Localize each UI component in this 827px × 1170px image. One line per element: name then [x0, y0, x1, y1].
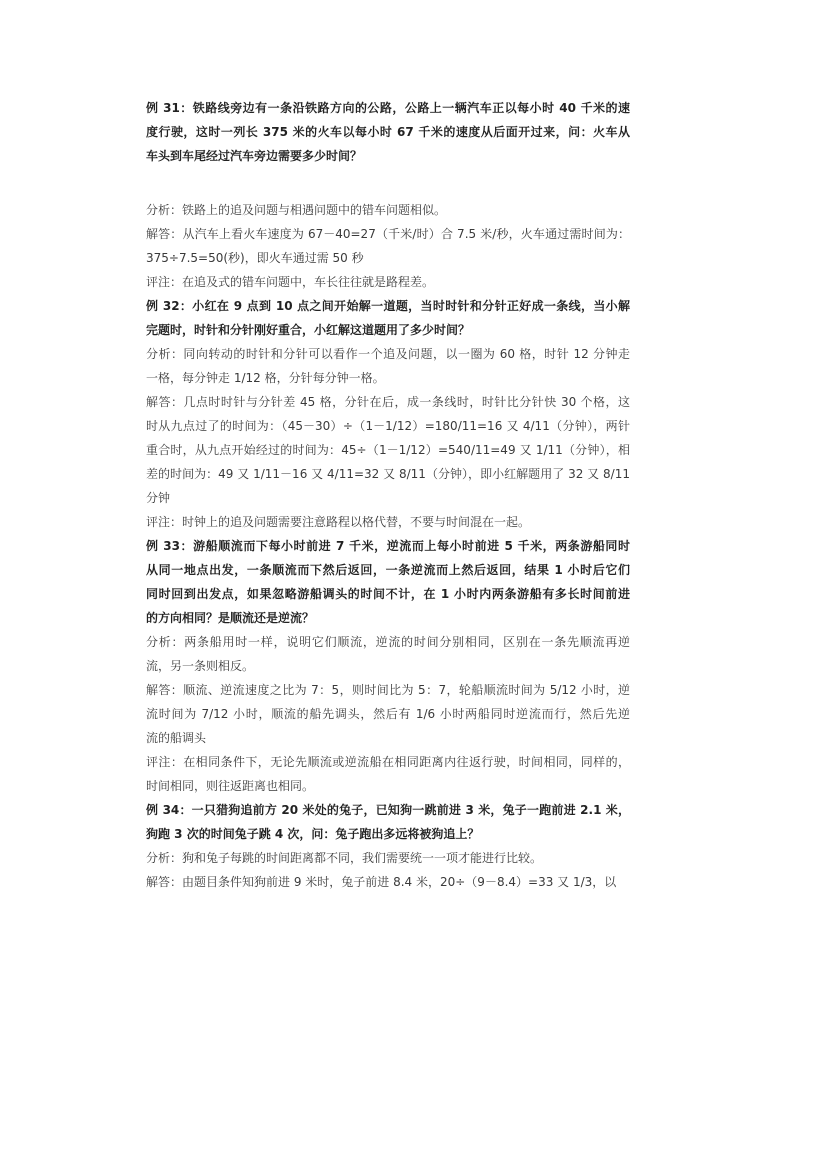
text-line: 时从九点过了的时间为：（45－30）÷（1－1/12）=180/11=16 又 4/11（分钟），两针 [146, 419, 630, 433]
text-line: 分析：同向转动的时针和分针可以看作一个追及问题，以一圈为 60 格，时针 12 分钟走 [146, 347, 630, 361]
paragraph [146, 750, 630, 798]
paragraph [146, 198, 630, 222]
paragraph [146, 390, 630, 510]
problem-statement [146, 294, 630, 342]
paragraph [146, 630, 630, 678]
text-line: 分析：狗和兔子每跳的时间距离都不同，我们需要统一一项才能进行比较。 [146, 851, 543, 865]
text-line: 车头到车尾经过汽车旁边需要多少时间？ [146, 149, 363, 163]
text-line: 例 34：一只猎狗追前方 20 米处的兔子，已知狗一跳前进 3 米，兔子一跑前进 2.1 米， [146, 803, 630, 817]
text-line: 完题时，时针和分针刚好重合，小红解这道题用了多少时间？ [146, 323, 471, 337]
text-line: 狗跑 3 次的时间兔子跳 4 次，问：兔子跑出多远将被狗追上？ [146, 827, 480, 841]
document-page [146, 96, 630, 894]
text-line: 例 33：游船顺流而下每小时前进 7 千米，逆流而上每小时前进 5 千米，两条游船同时 [146, 539, 630, 553]
paragraph [146, 678, 630, 750]
text-line: 时间相同，则往返距离也相同。 [146, 779, 315, 793]
text-line: 度行驶，这时一列长 375 米的火车以每小时 67 千米的速度从后面开过来，问：火车从 [146, 125, 630, 139]
text-line: 例 31：铁路线旁边有一条沿铁路方向的公路，公路上一辆汽车正以每小时 40 千米的速 [146, 101, 630, 115]
text-line: 解答：顺流、逆流速度之比为 7：5，则时间比为 5：7，轮船顺流时间为 5/12 小时，逆 [146, 683, 630, 697]
paragraph [146, 870, 630, 894]
text-line: 解答：由题目条件知狗前进 9 米时，兔子前进 8.4 米，20÷（9－8.4）=33 又 1/3，以 [146, 875, 617, 889]
text-line: 分钟 [146, 491, 171, 505]
text-line: 流，另一条则相反。 [146, 659, 255, 673]
text-line: 分析：铁路上的追及问题与相遇问题中的错车问题相似。 [146, 203, 447, 217]
text-line: 评注：在相同条件下，无论先顺流或逆流船在相同距离内往返行驶，时间相同，同样的， [146, 755, 630, 769]
text-line: 重合时，从九点开始经过的时间为：45÷（1－1/12）=540/11=49 又 1/11（分钟），相 [146, 443, 630, 457]
problem-statement [146, 96, 630, 168]
text-line: 从同一地点出发，一条顺流而下然后返回，一条逆流而上然后返回，结果 1 小时后它们 [146, 563, 630, 577]
paragraph [146, 510, 630, 534]
text-line: 评注：时钟上的追及问题需要注意路程以格代替，不要与时间混在一起。 [146, 515, 531, 529]
spacer [146, 168, 630, 198]
problem-statement [146, 534, 630, 630]
text-line: 375÷7.5=50(秒)，即火车通过需 50 秒 [146, 251, 364, 265]
text-line: 解答：几点时时针与分针差 45 格，分针在后，成一条线时，时针比分针快 30 个格，这 [146, 395, 630, 409]
paragraph [146, 270, 630, 294]
text-line: 流时间为 7/12 小时，顺流的船先调头，然后有 1/6 小时两船同时逆流而行，然后先逆 [146, 707, 630, 721]
text-line: 一格，每分钟走 1/12 格，分针每分钟一格。 [146, 371, 385, 385]
text-line: 分析：两条船用时一样，说明它们顺流，逆流的时间分别相同，区别在一条先顺流再逆 [146, 635, 630, 649]
text-line: 差的时间为：49 又 1/11－16 又 4/11=32 又 8/11（分钟），即小红解题用了 32 又 8/11 [146, 467, 630, 481]
text-line: 解答：从汽车上看火车速度为 67－40=27（千米/时）合 7.5 米/秒，火车通过需时间为： [146, 227, 630, 241]
text-line: 例 32：小红在 9 点到 10 点之间开始解一道题，当时时针和分针正好成一条线，当小解 [146, 299, 630, 313]
text-line: 的方向相同？是顺流还是逆流？ [146, 611, 315, 625]
text-line: 流的船调头 [146, 731, 207, 745]
paragraph [146, 846, 630, 870]
text-line: 评注：在追及式的错车问题中，车长往往就是路程差。 [146, 275, 435, 289]
paragraph [146, 342, 630, 390]
text-line: 同时回到出发点，如果忽略游船调头的时间不计，在 1 小时内两条游船有多长时间前进 [146, 587, 630, 601]
problem-statement [146, 798, 630, 846]
paragraph [146, 222, 630, 270]
